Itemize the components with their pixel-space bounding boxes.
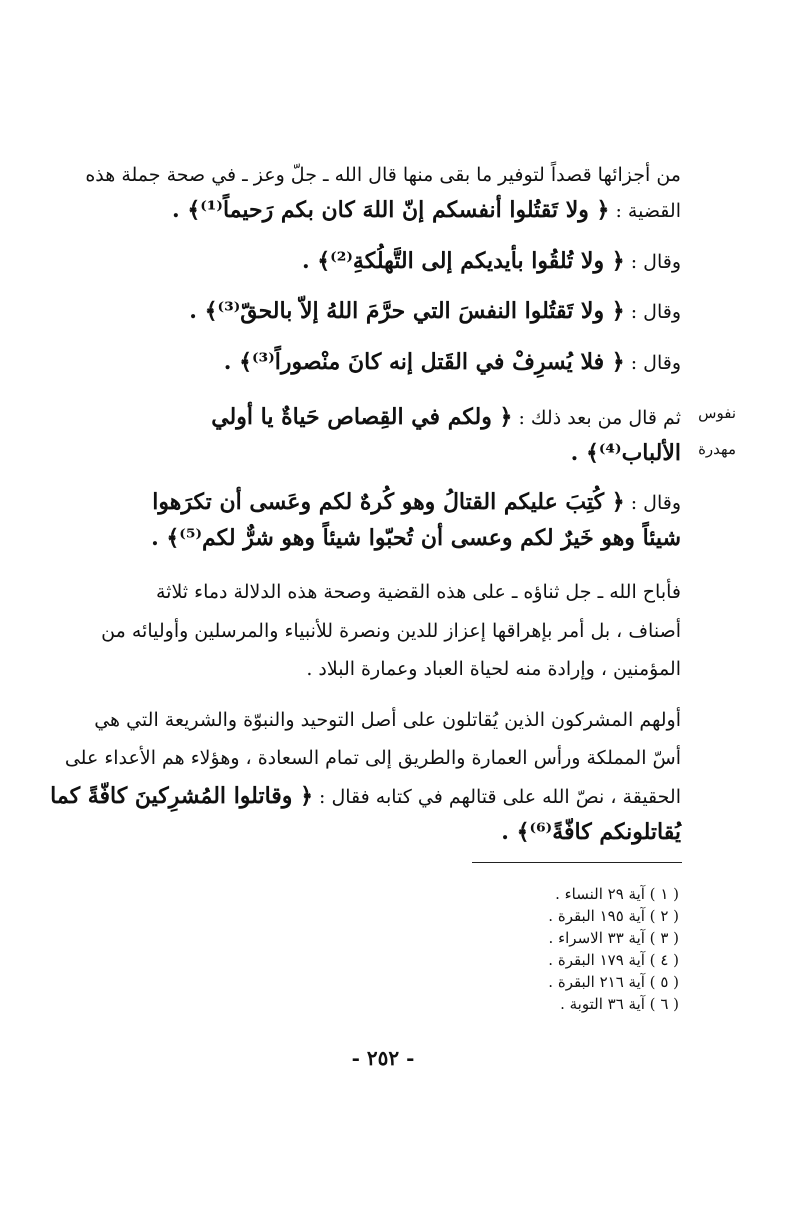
- line-text: فأباح الله ـ جل ثناؤه ـ على هذه القضية وصحة هذه الدلالة دماء ثلاثة: [156, 581, 681, 603]
- line-text: وقال :: [630, 352, 681, 374]
- margin-note: نفوس: [698, 404, 736, 422]
- text-line: [101, 614, 681, 648]
- text-line: [64, 741, 681, 775]
- line-text: وقال :: [630, 301, 681, 323]
- quran-verse: ﴿ ولكم في القِصاص حَياةٌ يا أولي: [211, 404, 513, 430]
- text-line: [121, 521, 681, 556]
- footnote: ( ٦ ) آية ٣٦ التوبة .: [560, 995, 679, 1013]
- quran-verse: ﴿ ولا تَقتُلوا أنفسكم إنّ اللهَ كان بكم رَحيماً⁽¹⁾﴾ .: [172, 197, 610, 223]
- line-text: وقال :: [630, 251, 681, 273]
- quran-verse: الألباب⁽⁴⁾﴾ .: [570, 440, 681, 466]
- footnote: ( ٥ ) آية ٢١٦ البقرة .: [548, 973, 679, 991]
- text-line: [121, 815, 681, 850]
- text-line: [121, 436, 681, 471]
- text-line: [121, 575, 681, 609]
- text-line: [121, 652, 681, 686]
- text-line: [50, 779, 681, 814]
- quran-verse: شيئاً وهو خَيرٌ لكم وعسى أن تُحبّوا شيئاً وهو شرٌّ لكم⁽⁵⁾﴾ .: [151, 525, 681, 551]
- quran-verse: ﴿ ولا تَقتُلوا النفسَ التي حرَّمَ اللهُ إلاّ بالحقّ⁽³⁾﴾ .: [189, 298, 625, 324]
- footnote: ( ١ ) آية ٢٩ النساء .: [555, 885, 679, 903]
- text-line: [94, 703, 681, 737]
- line-text: القضية :: [615, 200, 681, 222]
- quran-verse: يُقاتلونكم كافّةً⁽⁶⁾﴾ .: [501, 819, 681, 845]
- margin-note: مهدرة: [698, 440, 736, 458]
- text-line: [121, 400, 681, 435]
- line-text: أولهم المشركون الذين يُقاتلون على أصل التوحيد والنبوّة والشريعة التي هي: [94, 709, 681, 731]
- quran-verse: ﴿ وقاتلوا المُشرِكينَ كافّةً كما: [50, 783, 313, 809]
- text-line: [121, 193, 681, 228]
- line-text: من أجزائها قصداً لتوفير ما بقى منها قال الله ـ جلّ وعز ـ في صحة جملة هذه: [85, 164, 681, 186]
- line-text: أسّ المملكة ورأس العمارة والطريق إلى تمام السعادة ، وهؤلاء هم الأعداء على: [64, 747, 681, 769]
- footnote: ( ٣ ) آية ٣٣ الاسراء .: [548, 929, 679, 947]
- line-text: وقال :: [630, 492, 681, 514]
- text-line: [121, 485, 681, 520]
- quran-verse: ﴿ فلا يُسرِفْ في القَتل إنه كانَ منْصوراً⁽³⁾﴾ .: [223, 349, 625, 375]
- footnote: ( ٤ ) آية ١٧٩ البقرة .: [548, 951, 679, 969]
- quran-verse: ﴿ ولا تُلقُوا بأيديكم إلى التَّهلُكةِ⁽²⁾﴾ .: [301, 248, 625, 274]
- footnote-divider: [472, 862, 682, 863]
- text-line: [121, 294, 681, 329]
- text-line: [121, 244, 681, 279]
- text-line: [85, 158, 681, 192]
- footnote: ( ٢ ) آية ١٩٥ البقرة .: [548, 907, 679, 925]
- page-number: - ٢٥٢ -: [351, 1046, 415, 1070]
- text-line: [121, 345, 681, 380]
- quran-verse: ﴿ كُتِبَ عليكم القتالُ وهو كُرهٌ لكم وعَسى أن تكرَهوا: [152, 489, 625, 515]
- line-text: الحقيقة ، نصّ الله على قتالهم في كتابه فقال :: [319, 786, 681, 808]
- line-text: أصناف ، بل أمر بإهراقها إعزاز للدين ونصرة للأنبياء والمرسلين وأوليائه من: [101, 620, 681, 642]
- line-text: المؤمنين ، وإرادة منه لحياة العباد وعمارة البلاد .: [306, 658, 681, 680]
- line-text: ثم قال من بعد ذلك :: [518, 407, 681, 429]
